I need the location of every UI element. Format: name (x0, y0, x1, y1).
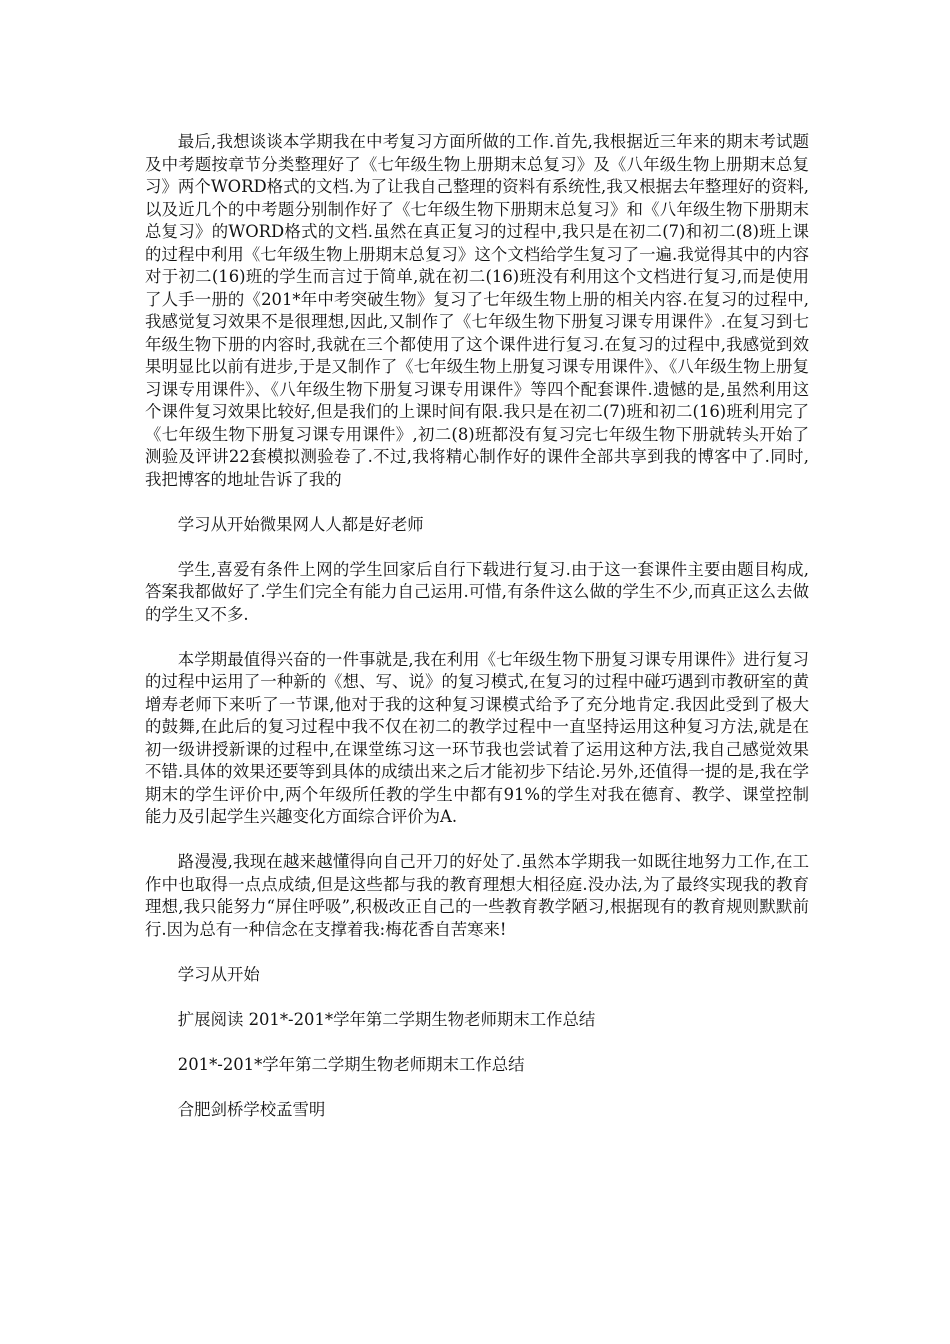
paragraph-summary-title: 201*-201*学年第二学期生物老师期末工作总结 (177, 1054, 525, 1074)
paragraph-site-note: 学习从开始微果网人人都是好老师 (177, 514, 424, 534)
paragraph-extended-reading: 扩展阅读 201*-201*学年第二学期生物老师期末工作总结 (177, 1009, 596, 1029)
paragraph-review-work: 最后,我想谈谈本学期我在中考复习方面所做的工作.首先,我根据近三年来的期末考试题及中考题按章节分类整理好了《七年级生物上册期末总复习》及《八年级生物上册期末总复习》两个WORD格式的文档.为了让我自己整理的资料有系统性,我又根据去年整理好的资料,以及近几个的中考题分别制作好了《七年级生物下册期末总复习》和《八年级生物下册期末总复习》的WORD格式的文档.虽然在真正复习的过程中,我只是在初二(7)和初二(8)班上课的过程中利用《七年级生物上册期末总复习》这个文档给学生复习了一遍.我觉得其中的内容对于初二(16)班的学生而言过于简单,就在初二(16)班没有利用这个文档进行复习,而是使用了人手一册的《201*年中考突破生物》复习了七年级生物上册的相关内容.在复习的过程中,我感觉复习效果不是很理想,因此,又制作了《七年级生物下册复习课专用课件》.在复习到七年级生物下册的内容时,我就在三个都使用了这个课件进行复习.在复习的过程中,我感觉到效果明显比以前有进步,于是又制作了《七年级生物上册复习课专用课件》、《八年级生物上册复习课专用课件》、《八年级生物下册复习课专用课件》等四个配套课件.遗憾的是,虽然利用这个课件复习效果比较好,但是我们的上课时间有限.我只是在初二(7)班和初二(16)班利用完了《七年级生物下册复习课专用课件》,初二(8)班都没有复习完七年级生物下册就转头开始了测验及评讲22套模拟测验卷了.不过,我将精心制作好的课件全部共享到我的博客中了.同时,我把博客的地址告诉了我的 (145, 132, 809, 489)
paragraph-review-mode: 本学期最值得兴奋的一件事就是,我在利用《七年级生物下册复习课专用课件》进行复习的过程中运用了一种新的《想、写、说》的复习模式,在复习的过程中碰巧遇到市教研室的黄增寿老师下来听了一节课,他对于我的这种复习课模式给予了充分地肯定.我因此受到了极大的鼓舞,在此后的复习过程中我不仅在初二的教学过程中一直坚持运用这种复习方法,就是在初一级讲授新课的过程中,在课堂练习这一环节我也尝试着了运用这种方法,我自己感觉效果不错.具体的效果还要等到具体的成绩出来之后才能初步下结论.另外,还值得一提的是,我在学期末的学生评价中,两个年级所任教的学生中都有91%的学生对我在德育、教学、课堂控制能力及引起学生兴趣变化方面综合评价为A. (145, 649, 809, 826)
paragraph-students-download: 学生,喜爱有条件上网的学生回家后自行下载进行复习.由于这一套课件主要由题目构成,答案我都做好了.学生们完全有能力自己运用.可惜,有条件这么做的学生不少,而真正这么去做的学生又不多. (145, 559, 809, 624)
paragraph-start-note: 学习从开始 (177, 964, 260, 984)
document-body (145, 131, 809, 1121)
paragraph-author: 合肥剑桥学校孟雪明 (177, 1099, 326, 1119)
paragraph-reflection: 路漫漫,我现在越来越懂得向自己开刀的好处了.虽然本学期我一如既往地努力工作,在工作中也取得一点点成绩,但是这些都与我的教育理想大相径庭.没办法,为了最终实现我的教育理想,我只能努力“屏住呼吸”,积极改正自己的一些教育教学陋习,根据现有的教育规则默默前行.因为总有一种信念在支撑着我:梅花香自苦寒来! (145, 852, 809, 939)
